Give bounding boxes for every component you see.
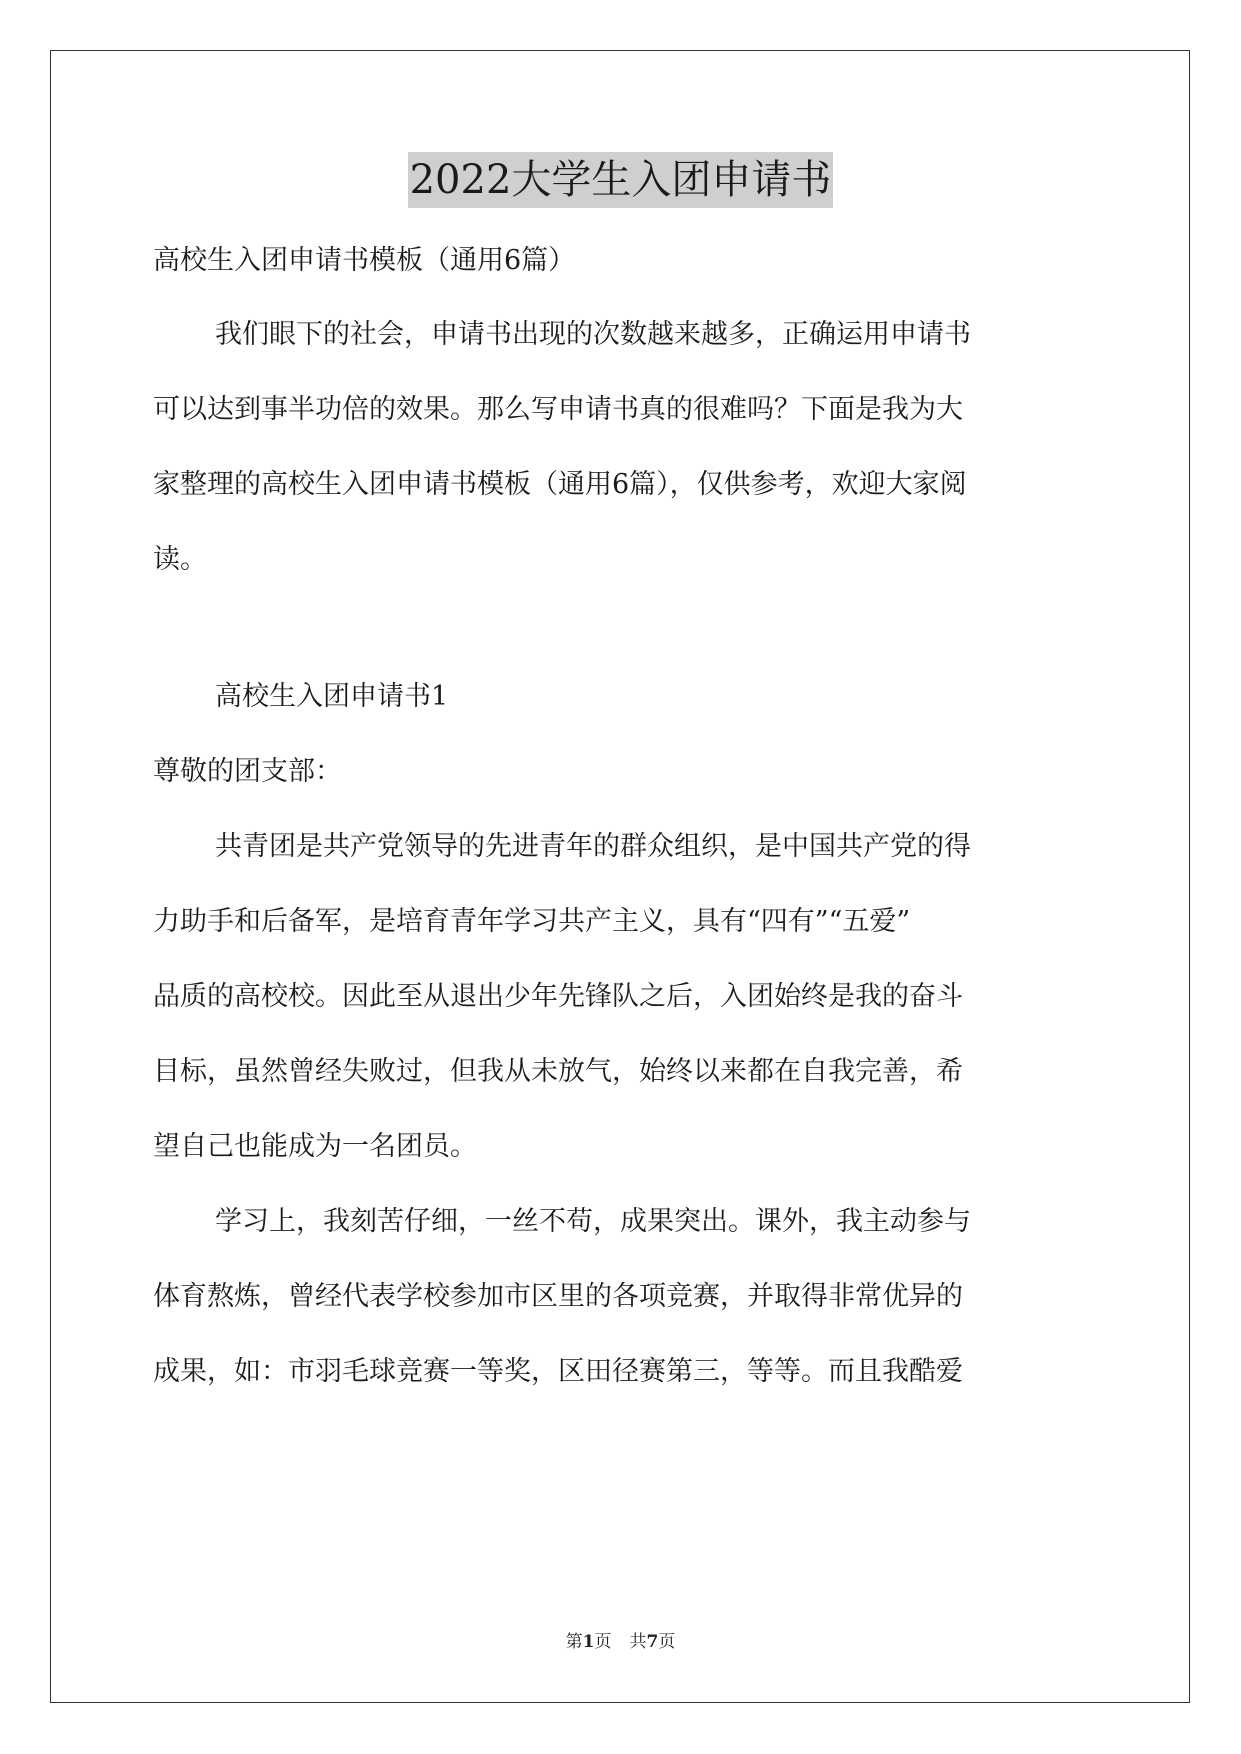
total-pages: 7 xyxy=(646,1632,659,1652)
title-container xyxy=(0,152,1241,208)
total-suffix: 页 xyxy=(658,1632,676,1652)
para2-line-2: 体育熬炼，曾经代表学校参加市区里的各项竞赛，并取得非常优异的 xyxy=(153,1281,963,1312)
document-title: 2022大学生入团申请书 xyxy=(408,152,834,208)
intro-line-2: 可以达到事半功倍的效果。那么写申请书真的很难吗？下面是我为大 xyxy=(153,394,963,425)
total-prefix: 共 xyxy=(629,1632,647,1652)
para1-line-1: 共青团是共产党领导的先进青年的群众组织，是中国共产党的得 xyxy=(215,831,971,862)
para1-line-5: 望自己也能成为一名团员。 xyxy=(153,1131,477,1162)
salutation: 尊敬的团支部： xyxy=(153,756,342,787)
intro-line-1: 我们眼下的社会，申请书出现的次数越来越多，正确运用申请书 xyxy=(215,319,971,350)
para1-line-4: 目标，虽然曾经失败过，但我从未放气，始终以来都在自我完善，希 xyxy=(153,1056,963,1087)
para2-line-3: 成果，如：市羽毛球竞赛一等奖，区田径赛第三，等等。而且我酷爱 xyxy=(153,1356,963,1387)
para2-line-1: 学习上，我刻苦仔细，一丝不苟，成果突出。课外，我主动参与 xyxy=(215,1206,971,1237)
para1-line-3: 品质的高校校。因此至从退出少年先锋队之后，入团始终是我的奋斗 xyxy=(153,981,963,1012)
document-subtitle: 高校生入团申请书模板（通用6篇） xyxy=(153,245,576,276)
intro-line-3: 家整理的高校生入团申请书模板（通用6篇），仅供参考，欢迎大家阅 xyxy=(153,469,967,500)
page-footer xyxy=(0,1627,1241,1652)
page-prefix: 第 xyxy=(565,1632,583,1652)
page-current: 1 xyxy=(582,1632,595,1652)
page-border xyxy=(50,50,1190,1703)
page-suffix: 页 xyxy=(594,1632,612,1652)
section-heading: 高校生入团申请书1 xyxy=(215,681,449,712)
intro-line-4: 读。 xyxy=(153,544,207,575)
para1-line-2: 力助手和后备军，是培育青年学习共产主义，具有“四有”“五爱” xyxy=(153,906,911,937)
